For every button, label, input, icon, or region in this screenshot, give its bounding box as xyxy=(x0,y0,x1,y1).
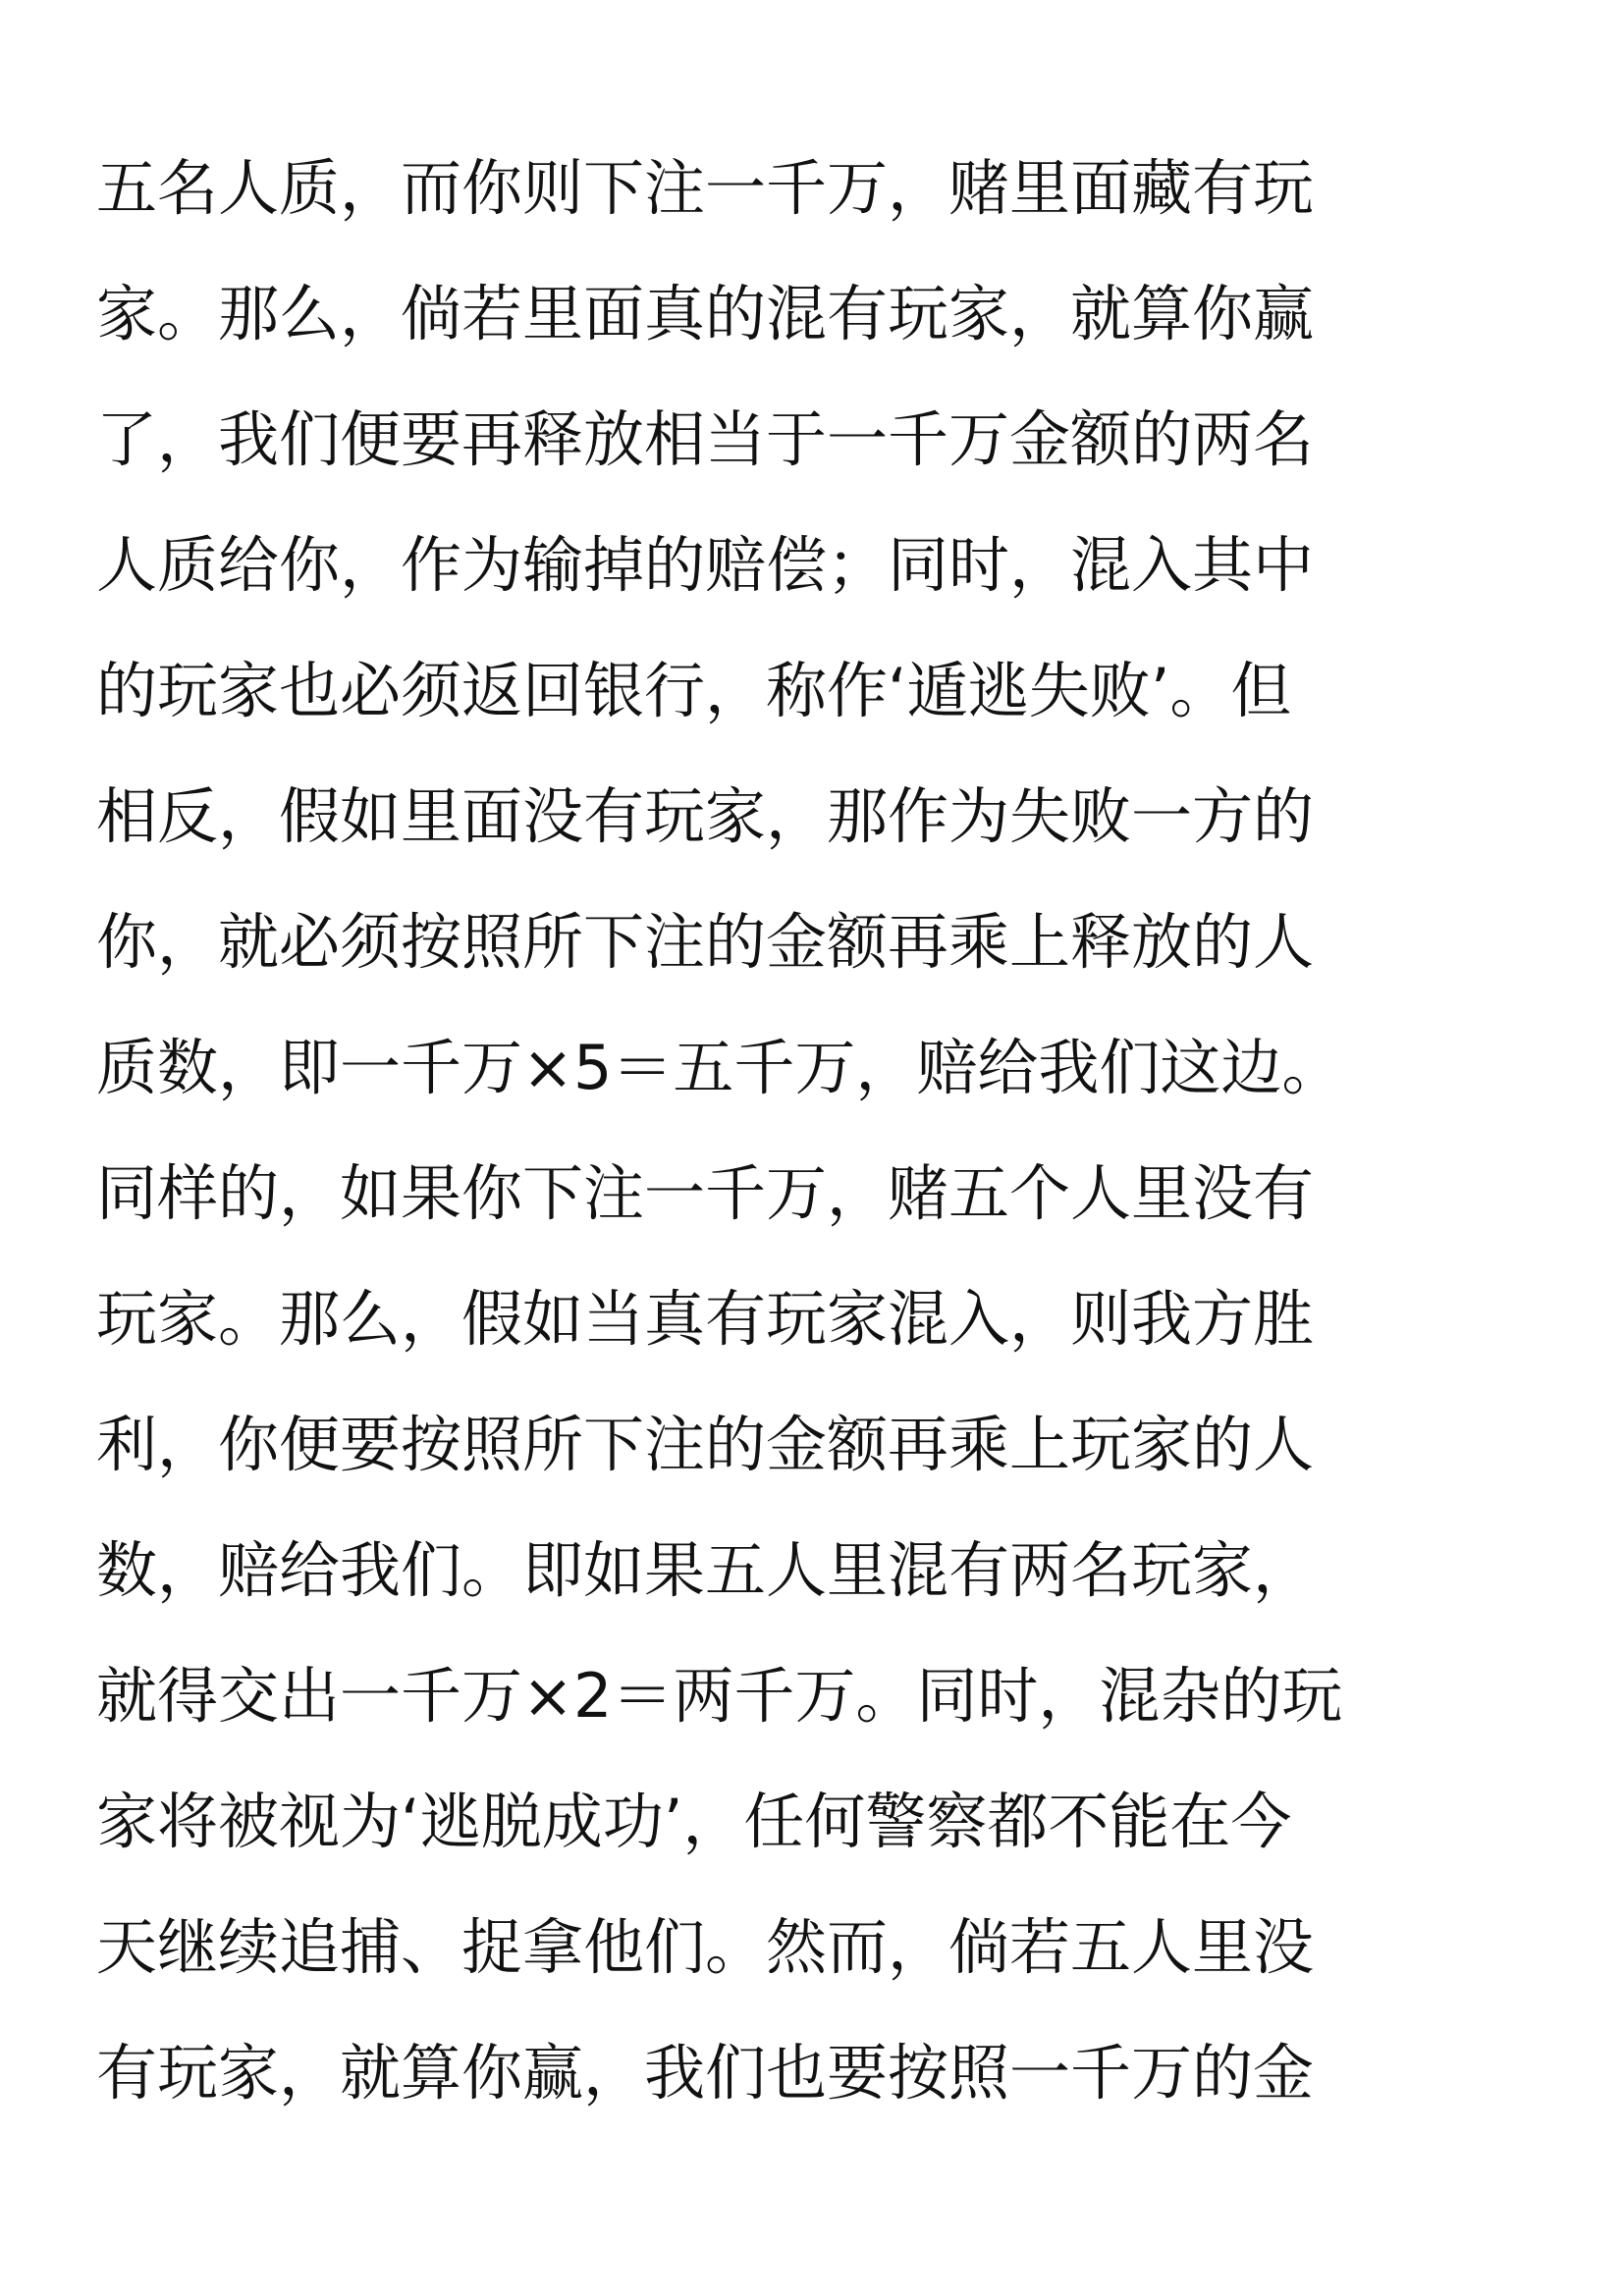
text-line: 有玩家，就算你赢，我们也要按照一千万的金 xyxy=(96,2037,1315,2109)
text-line: 五名人质，而你则下注一千万，赌里面藏有玩 xyxy=(96,152,1315,224)
text-line: 了，我们便要再释放相当于一千万金额的两名 xyxy=(96,403,1315,475)
text-line: 就得交出一千万×2＝两千万。同时，混杂的玩 xyxy=(96,1660,1343,1732)
text-line: 玩家。那么，假如当真有玩家混入，则我方胜 xyxy=(96,1283,1315,1355)
text-line: 利，你便要按照所下注的金额再乘上玩家的人 xyxy=(96,1409,1315,1480)
text-line: 的玩家也必须返回银行，称作‘遁逃失败’。但 xyxy=(96,655,1292,726)
text-line: 你，就必须按照所下注的金额再乘上释放的人 xyxy=(96,906,1315,978)
text-line: 天继续追捕、捉拿他们。然而，倘若五人里没 xyxy=(96,1911,1315,1983)
text-line: 质数，即一千万×5＝五千万，赔给我们这边。 xyxy=(96,1032,1343,1103)
text-line: 家将被视为‘逃脱成功’，任何警察都不能在今 xyxy=(96,1786,1292,1857)
text-line: 同样的，如果你下注一千万，赌五个人里没有 xyxy=(96,1157,1315,1229)
text-line: 数，赔给我们。即如果五人里混有两名玩家， xyxy=(96,1534,1315,1606)
text-line: 家。那么，倘若里面真的混有玩家，就算你赢 xyxy=(96,278,1315,349)
body-text xyxy=(96,126,1549,2136)
text-line: 人质给你，作为输掉的赔偿；同时，混入其中 xyxy=(96,529,1315,601)
text-line: 相反，假如里面没有玩家，那作为失败一方的 xyxy=(96,780,1315,852)
